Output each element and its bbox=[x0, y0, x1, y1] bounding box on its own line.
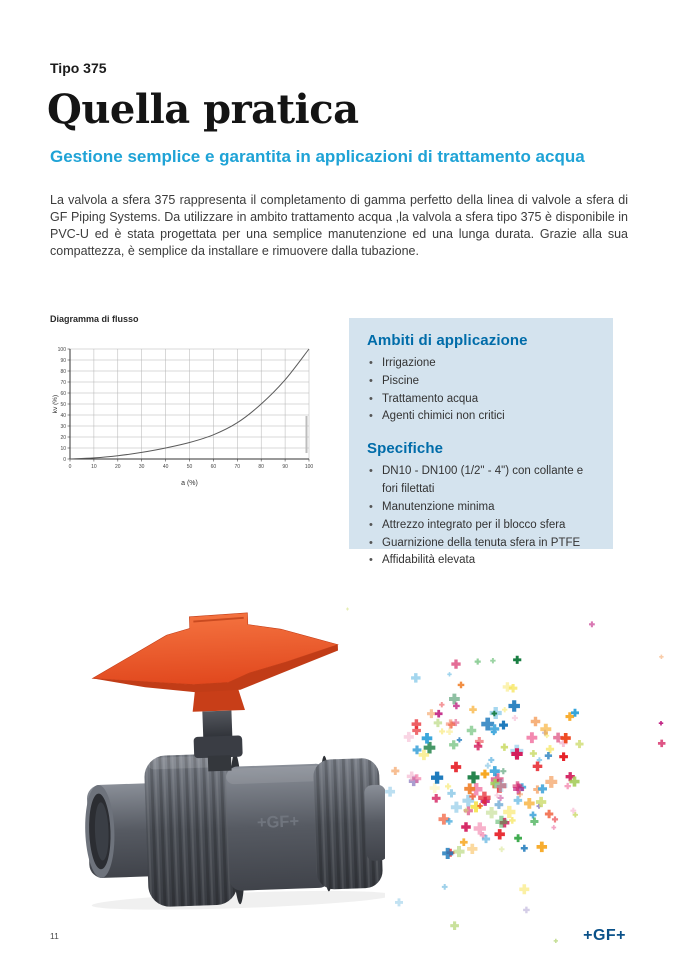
valve-left-nut-ribs bbox=[144, 753, 238, 907]
plus-icon bbox=[499, 847, 505, 853]
plus-icon bbox=[531, 717, 541, 727]
plus-icon bbox=[503, 806, 515, 818]
tick-label-x: 60 bbox=[210, 464, 217, 470]
tick-label-y: 30 bbox=[60, 423, 66, 430]
tick-label-y: 10 bbox=[60, 445, 66, 452]
plus-icon bbox=[464, 783, 475, 794]
valve-handle bbox=[90, 610, 339, 688]
valve-stem-base bbox=[208, 755, 232, 771]
plus-icon bbox=[545, 810, 553, 818]
plus-icon bbox=[519, 884, 529, 894]
plus-icon bbox=[540, 724, 551, 735]
specs-list bbox=[367, 463, 595, 570]
plus-icon bbox=[439, 702, 444, 707]
plus-icon bbox=[495, 829, 505, 839]
list-item: • Manutenzione minima bbox=[367, 499, 595, 517]
plus-icon bbox=[439, 728, 445, 734]
list-item: • DN10 - DN100 (1/2" - 4") con collante e fori filettati bbox=[367, 463, 595, 499]
plus-icon bbox=[523, 907, 530, 914]
valve-stem bbox=[202, 710, 232, 738]
plus-icon bbox=[513, 656, 521, 664]
plus-icon bbox=[559, 752, 568, 761]
plus-icon bbox=[508, 700, 520, 712]
plus-icon bbox=[450, 921, 459, 930]
list-item: • Affidabilità elevata bbox=[367, 552, 595, 570]
plus-icon bbox=[412, 726, 421, 735]
plus-icon bbox=[453, 846, 464, 857]
plus-icon bbox=[552, 816, 558, 822]
tick-label-y: 20 bbox=[60, 434, 66, 441]
application-info-box bbox=[349, 318, 613, 567]
list-item: • Attrezzo integrato per il blocco sfera bbox=[367, 517, 595, 535]
y-axis-label: kv (%) bbox=[52, 394, 59, 414]
plus-icon bbox=[486, 807, 497, 818]
plus-icon bbox=[413, 746, 422, 755]
plus-icon bbox=[447, 672, 451, 676]
tick-label-y: 50 bbox=[60, 401, 66, 408]
plus-icon bbox=[589, 621, 595, 627]
tick-label-x: 50 bbox=[186, 464, 193, 470]
plus-icon bbox=[468, 771, 480, 783]
valve-embossed-logo: +GF+ bbox=[256, 812, 300, 832]
page-number: 11 bbox=[50, 931, 59, 941]
valve-stem-collar bbox=[194, 735, 243, 758]
plus-icon bbox=[451, 659, 460, 668]
tick-label-x: 30 bbox=[138, 464, 145, 470]
chart-watermark bbox=[306, 416, 308, 453]
plus-icon bbox=[565, 783, 571, 789]
list-item: • Guarnizione della tenuta sfera in PTFE bbox=[367, 535, 595, 553]
plus-icon bbox=[432, 794, 441, 803]
chart-title: Diagramma di flusso bbox=[50, 314, 139, 324]
plus-icon bbox=[488, 757, 494, 763]
plus-icon bbox=[430, 783, 440, 793]
plus-icon bbox=[551, 825, 556, 830]
tick-label-x: 100 bbox=[304, 464, 314, 470]
tick-label-y: 0 bbox=[63, 456, 66, 463]
list-item: • Agenti chimici non critici bbox=[367, 408, 595, 426]
tick-label-y: 70 bbox=[60, 379, 66, 386]
tick-label-x: 0 bbox=[68, 464, 72, 470]
plus-icon bbox=[530, 817, 538, 825]
plus-icon bbox=[527, 732, 538, 743]
page-title: Quella pratica bbox=[47, 86, 359, 133]
plus-icon bbox=[461, 822, 471, 832]
plus-icon bbox=[451, 802, 462, 813]
tick-label-x: 20 bbox=[115, 464, 121, 470]
plus-icon bbox=[391, 767, 399, 775]
tick-label-x: 40 bbox=[162, 464, 169, 470]
plus-icon bbox=[575, 740, 583, 748]
plus-icon bbox=[545, 776, 557, 788]
plus-icon bbox=[501, 744, 508, 751]
list-item: • Trattamento acqua bbox=[367, 391, 595, 409]
tick-label-y: 100 bbox=[57, 346, 66, 353]
plus-icon bbox=[503, 682, 512, 691]
tick-label-x: 70 bbox=[234, 464, 241, 470]
applications-list bbox=[367, 355, 595, 426]
plus-icon bbox=[469, 706, 477, 714]
plus-icon bbox=[499, 721, 508, 730]
intro-paragraph: La valvola a sfera 375 rappresenta il completamento di gamma perfetto della linea di valvole a sfera di GF Piping Systems. Da utilizzare in ambito trattamento acqua ,la valvola a sfera tipo 375 è disponibile in PVC-U ed è stata progettata per una semplice manutenzione ed una lunga durata. Grazie alla sua compattezza, è semplice da installare e rimuovere dalla tubazione. bbox=[50, 193, 628, 258]
plus-icon bbox=[554, 939, 558, 943]
section-heading-specs: Specifiche bbox=[367, 440, 444, 458]
tick-label-y: 80 bbox=[60, 368, 66, 375]
type-label: Tipo 375 bbox=[50, 60, 107, 76]
plus-icon bbox=[537, 842, 548, 853]
plus-icon bbox=[439, 814, 450, 825]
flow-chart-plot bbox=[50, 328, 330, 490]
plus-icon bbox=[395, 898, 403, 906]
plus-icon bbox=[467, 726, 477, 736]
tick-label-x: 90 bbox=[282, 464, 288, 470]
tick-label-x: 10 bbox=[91, 464, 97, 470]
section-heading-applications: Ambiti di applicazione bbox=[367, 332, 528, 349]
plus-icon bbox=[533, 762, 543, 772]
gf-logo: +GF+ bbox=[583, 927, 626, 944]
plus-icon bbox=[485, 763, 491, 769]
plus-icon bbox=[446, 719, 456, 729]
tick-label-x: 80 bbox=[258, 464, 264, 470]
tick-label-y: 40 bbox=[60, 412, 66, 419]
plus-icon bbox=[514, 796, 523, 805]
plus-icon bbox=[458, 682, 465, 689]
plus-icon bbox=[449, 694, 460, 705]
plus-icon bbox=[495, 800, 504, 809]
plus-icon bbox=[449, 740, 458, 749]
x-axis-label: a (%) bbox=[181, 480, 198, 487]
plus-icon bbox=[447, 789, 455, 797]
plus-icon bbox=[502, 707, 507, 712]
plus-icon bbox=[530, 750, 537, 757]
plus-icon bbox=[435, 710, 443, 718]
plus-icon bbox=[434, 719, 442, 727]
tick-label-y: 90 bbox=[60, 357, 66, 364]
plus-icon bbox=[514, 834, 522, 842]
plus-icon bbox=[451, 762, 461, 772]
plus-icon bbox=[490, 658, 495, 663]
plus-icon bbox=[524, 798, 535, 809]
valve-right-socket bbox=[364, 785, 385, 861]
plus-icon bbox=[500, 768, 506, 774]
plus-icon bbox=[474, 742, 482, 750]
plus-icon bbox=[385, 787, 395, 797]
plus-icon bbox=[404, 732, 414, 742]
plus-icon bbox=[431, 772, 443, 784]
plus-icon bbox=[427, 709, 436, 718]
plus-icon bbox=[521, 845, 528, 852]
flow-diagram bbox=[50, 314, 330, 490]
plus-icon bbox=[446, 728, 453, 735]
plus-icon bbox=[411, 673, 421, 683]
plus-icon bbox=[460, 838, 468, 846]
plus-icon bbox=[512, 715, 518, 721]
list-item: • Irrigazione bbox=[367, 355, 595, 373]
plus-icon bbox=[538, 784, 547, 793]
list-item: • Piscine bbox=[367, 373, 595, 391]
plus-icon bbox=[467, 844, 477, 854]
plus-icon bbox=[659, 721, 664, 726]
page-subtitle: Gestione semplice e garantita in applicazioni di trattamento acqua bbox=[50, 147, 585, 166]
ball-valve-photo bbox=[55, 590, 385, 912]
plus-icon bbox=[475, 659, 481, 665]
plus-icon bbox=[481, 770, 490, 779]
plus-icon bbox=[659, 655, 663, 659]
plus-icon bbox=[442, 884, 448, 890]
plus-icon bbox=[658, 740, 666, 748]
tick-label-y: 60 bbox=[60, 390, 66, 397]
plus-icon bbox=[445, 783, 451, 789]
plus-icon bbox=[457, 737, 462, 742]
valve-assembly bbox=[78, 608, 385, 910]
